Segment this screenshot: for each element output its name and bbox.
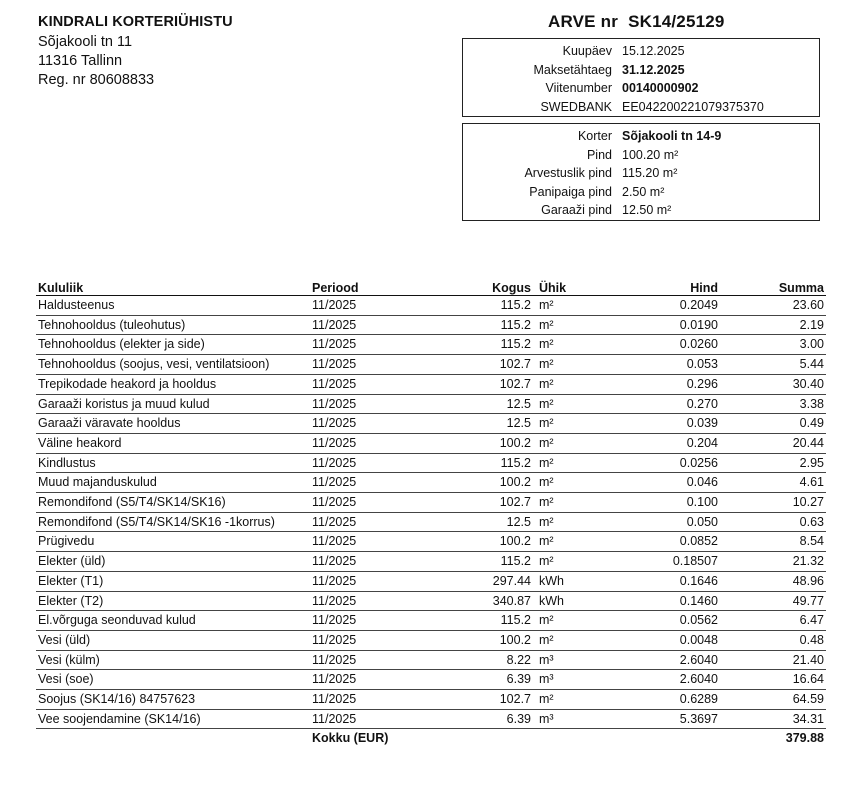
row-description: Vesi (soe) (36, 670, 306, 690)
row-sum: 2.95 (720, 453, 826, 473)
row-quantity: 340.87 (409, 591, 533, 611)
row-period: 11/2025 (306, 335, 409, 355)
invoice-label: ARVE nr (548, 12, 619, 31)
row-sum: 6.47 (720, 611, 826, 631)
table-row (36, 433, 826, 453)
payment-value: EE042200221079375370 (622, 99, 764, 114)
row-sum: 30.40 (720, 374, 826, 394)
table-row (36, 650, 826, 670)
row-price: 0.2049 (607, 296, 720, 316)
row-quantity: 115.2 (409, 335, 533, 355)
row-quantity: 115.2 (409, 315, 533, 335)
row-quantity: 115.2 (409, 453, 533, 473)
row-price: 0.053 (607, 355, 720, 375)
row-price: 0.6289 (607, 690, 720, 710)
row-sum: 23.60 (720, 296, 826, 316)
table-row (36, 571, 826, 591)
table-row (36, 453, 826, 473)
issuer-city: 11316 Tallinn (38, 53, 123, 69)
row-quantity: 12.5 (409, 512, 533, 532)
row-period: 11/2025 (306, 611, 409, 631)
row-unit: m² (533, 611, 607, 631)
row-description: El.võrguga seonduvad kulud (36, 611, 306, 631)
row-unit: m² (533, 315, 607, 335)
table-row (36, 394, 826, 414)
payment-label: SWEDBANK (540, 99, 612, 114)
apartment-row (463, 183, 819, 202)
row-period: 11/2025 (306, 394, 409, 414)
payment-value: 31.12.2025 (622, 62, 685, 77)
table-row (36, 335, 826, 355)
row-sum: 5.44 (720, 355, 826, 375)
row-unit: m² (533, 630, 607, 650)
row-unit: m² (533, 414, 607, 434)
row-unit: m³ (533, 709, 607, 729)
row-description: Haldusteenus (36, 296, 306, 316)
row-sum: 48.96 (720, 571, 826, 591)
header-price: Hind (607, 277, 720, 296)
row-period: 11/2025 (306, 473, 409, 493)
row-quantity: 102.7 (409, 374, 533, 394)
row-period: 11/2025 (306, 414, 409, 434)
table-row (36, 709, 826, 729)
apartment-value: 2.50 m² (622, 184, 665, 199)
row-price: 0.296 (607, 374, 720, 394)
payment-row (463, 98, 819, 117)
row-quantity: 6.39 (409, 709, 533, 729)
row-period: 11/2025 (306, 433, 409, 453)
row-description: Garaaži koristus ja muud kulud (36, 394, 306, 414)
table-body (36, 296, 826, 729)
row-description: Väline heakord (36, 433, 306, 453)
issuer-block (38, 13, 233, 90)
row-unit: m² (533, 335, 607, 355)
row-quantity: 12.5 (409, 394, 533, 414)
row-description: Trepikodade heakord ja hooldus (36, 374, 306, 394)
payment-details-box (462, 38, 820, 117)
apartment-row (463, 127, 819, 146)
apartment-details-box (462, 123, 820, 221)
row-quantity: 115.2 (409, 552, 533, 572)
header-period: Periood (306, 277, 409, 296)
table-row (36, 611, 826, 631)
row-unit: m² (533, 512, 607, 532)
row-unit: kWh (533, 591, 607, 611)
row-unit: m² (533, 355, 607, 375)
payment-label: Kuupäev (562, 44, 612, 58)
row-unit: m³ (533, 670, 607, 690)
row-period: 11/2025 (306, 552, 409, 572)
row-sum: 16.64 (720, 670, 826, 690)
row-unit: m² (533, 453, 607, 473)
invoice-number: SK14/25129 (628, 12, 725, 31)
row-quantity: 100.2 (409, 473, 533, 493)
row-quantity: 100.2 (409, 630, 533, 650)
row-period: 11/2025 (306, 709, 409, 729)
row-description: Vesi (külm) (36, 650, 306, 670)
table-row (36, 493, 826, 513)
row-price: 2.6040 (607, 670, 720, 690)
row-price: 0.039 (607, 414, 720, 434)
row-description: Garaaži väravate hooldus (36, 414, 306, 434)
row-sum: 64.59 (720, 690, 826, 710)
apartment-label: Garaaži pind (541, 203, 612, 217)
row-period: 11/2025 (306, 453, 409, 473)
payment-row (463, 42, 819, 61)
payment-value: 00140000902 (622, 81, 699, 95)
charges-table (36, 277, 826, 748)
row-price: 0.1460 (607, 591, 720, 611)
row-price: 0.204 (607, 433, 720, 453)
row-sum: 21.40 (720, 650, 826, 670)
row-sum: 0.49 (720, 414, 826, 434)
row-description: Vee soojendamine (SK14/16) (36, 709, 306, 729)
row-unit: m² (533, 493, 607, 513)
table-row (36, 532, 826, 552)
row-sum: 34.31 (720, 709, 826, 729)
row-price: 2.6040 (607, 650, 720, 670)
table-row (36, 670, 826, 690)
row-description: Remondifond (S5/T4/SK14/SK16 -1korrus) (36, 512, 306, 532)
apartment-label: Panipaiga pind (529, 184, 612, 199)
row-description: Vesi (üld) (36, 630, 306, 650)
row-unit: m² (533, 473, 607, 493)
row-price: 0.050 (607, 512, 720, 532)
row-quantity: 6.39 (409, 670, 533, 690)
issuer-reg-number: Reg. nr 80608833 (38, 72, 155, 88)
row-sum: 8.54 (720, 532, 826, 552)
row-quantity: 115.2 (409, 296, 533, 316)
row-price: 0.0260 (607, 335, 720, 355)
table-row (36, 473, 826, 493)
row-description: Elekter (T2) (36, 591, 306, 611)
row-period: 11/2025 (306, 571, 409, 591)
apartment-value: Sõjakooli tn 14-9 (622, 129, 722, 143)
row-price: 5.3697 (607, 709, 720, 729)
apartment-row (463, 164, 819, 183)
row-period: 11/2025 (306, 296, 409, 316)
row-unit: m² (533, 394, 607, 414)
issuer-name: KINDRALI KORTERIÜHISTU (38, 14, 233, 30)
table-row (36, 630, 826, 650)
row-period: 11/2025 (306, 670, 409, 690)
table-row (36, 552, 826, 572)
row-price: 0.0852 (607, 532, 720, 552)
table-row (36, 414, 826, 434)
row-price: 0.100 (607, 493, 720, 513)
header-sum: Summa (720, 277, 826, 296)
row-description: Elekter (üld) (36, 552, 306, 572)
row-sum: 21.32 (720, 552, 826, 572)
row-description: Elekter (T1) (36, 571, 306, 591)
invoice-title (548, 12, 725, 32)
table-row (36, 374, 826, 394)
row-period: 11/2025 (306, 630, 409, 650)
apartment-value: 12.50 m² (622, 203, 672, 217)
row-price: 0.1646 (607, 571, 720, 591)
table-row (36, 591, 826, 611)
row-unit: m³ (533, 650, 607, 670)
row-unit: m² (533, 296, 607, 316)
row-period: 11/2025 (306, 512, 409, 532)
row-period: 11/2025 (306, 690, 409, 710)
apartment-label: Pind (586, 147, 612, 162)
row-period: 11/2025 (306, 493, 409, 513)
header-unit: Ühik (533, 277, 607, 296)
row-unit: kWh (533, 571, 607, 591)
apartment-value: 115.20 m² (622, 166, 678, 180)
row-unit: m² (533, 374, 607, 394)
row-quantity: 102.7 (409, 493, 533, 513)
row-period: 11/2025 (306, 315, 409, 335)
row-description: Soojus (SK14/16) 84757623 (36, 690, 306, 710)
row-period: 11/2025 (306, 374, 409, 394)
row-unit: m² (533, 690, 607, 710)
table-row (36, 315, 826, 335)
row-sum: 3.38 (720, 394, 826, 414)
table-header-row (36, 277, 826, 296)
row-period: 11/2025 (306, 355, 409, 375)
row-description: Remondifond (S5/T4/SK14/SK16) (36, 493, 306, 513)
row-price: 0.046 (607, 473, 720, 493)
row-period: 11/2025 (306, 650, 409, 670)
row-quantity: 102.7 (409, 355, 533, 375)
table-row (36, 296, 826, 316)
apartment-label: Arvestuslik pind (524, 166, 612, 180)
apartment-value: 100.20 m² (622, 147, 679, 162)
row-quantity: 8.22 (409, 650, 533, 670)
row-period: 11/2025 (306, 532, 409, 552)
row-period: 11/2025 (306, 591, 409, 611)
table-row (36, 690, 826, 710)
row-quantity: 297.44 (409, 571, 533, 591)
apartment-row (463, 146, 819, 165)
payment-row (463, 61, 819, 80)
row-quantity: 115.2 (409, 611, 533, 631)
row-sum: 20.44 (720, 433, 826, 453)
table-row (36, 355, 826, 375)
row-sum: 49.77 (720, 591, 826, 611)
row-price: 0.270 (607, 394, 720, 414)
row-description: Kindlustus (36, 453, 306, 473)
row-price: 0.0190 (607, 315, 720, 335)
row-price: 0.0562 (607, 611, 720, 631)
row-price: 0.0048 (607, 630, 720, 650)
row-description: Tehnohooldus (elekter ja side) (36, 335, 306, 355)
payment-row (463, 79, 819, 98)
row-description: Prügivedu (36, 532, 306, 552)
issuer-street: Sõjakooli tn 11 (38, 34, 133, 50)
row-sum: 10.27 (720, 493, 826, 513)
row-description: Muud majanduskulud (36, 473, 306, 493)
apartment-label: Korter (577, 129, 612, 143)
row-quantity: 12.5 (409, 414, 533, 434)
row-price: 0.18507 (607, 552, 720, 572)
total-label: Kokku (EUR) (306, 729, 720, 748)
payment-label: Maksetähtaeg (533, 62, 612, 77)
header-quantity: Kogus (409, 277, 533, 296)
total-spacer (36, 729, 306, 748)
table-row (36, 512, 826, 532)
total-value: 379.88 (720, 729, 826, 748)
row-description: Tehnohooldus (tuleohutus) (36, 315, 306, 335)
row-unit: m² (533, 433, 607, 453)
row-unit: m² (533, 532, 607, 552)
row-price: 0.0256 (607, 453, 720, 473)
row-quantity: 102.7 (409, 690, 533, 710)
row-sum: 0.48 (720, 630, 826, 650)
header-description: Kululiik (36, 277, 306, 296)
payment-label: Viitenumber (545, 81, 612, 95)
row-sum: 2.19 (720, 315, 826, 335)
row-quantity: 100.2 (409, 433, 533, 453)
row-sum: 0.63 (720, 512, 826, 532)
row-sum: 3.00 (720, 335, 826, 355)
row-sum: 4.61 (720, 473, 826, 493)
row-quantity: 100.2 (409, 532, 533, 552)
row-unit: m² (533, 552, 607, 572)
apartment-row (463, 201, 819, 220)
total-row (36, 729, 826, 748)
payment-value: 15.12.2025 (622, 44, 685, 58)
row-description: Tehnohooldus (soojus, vesi, ventilatsioon) (36, 355, 306, 375)
